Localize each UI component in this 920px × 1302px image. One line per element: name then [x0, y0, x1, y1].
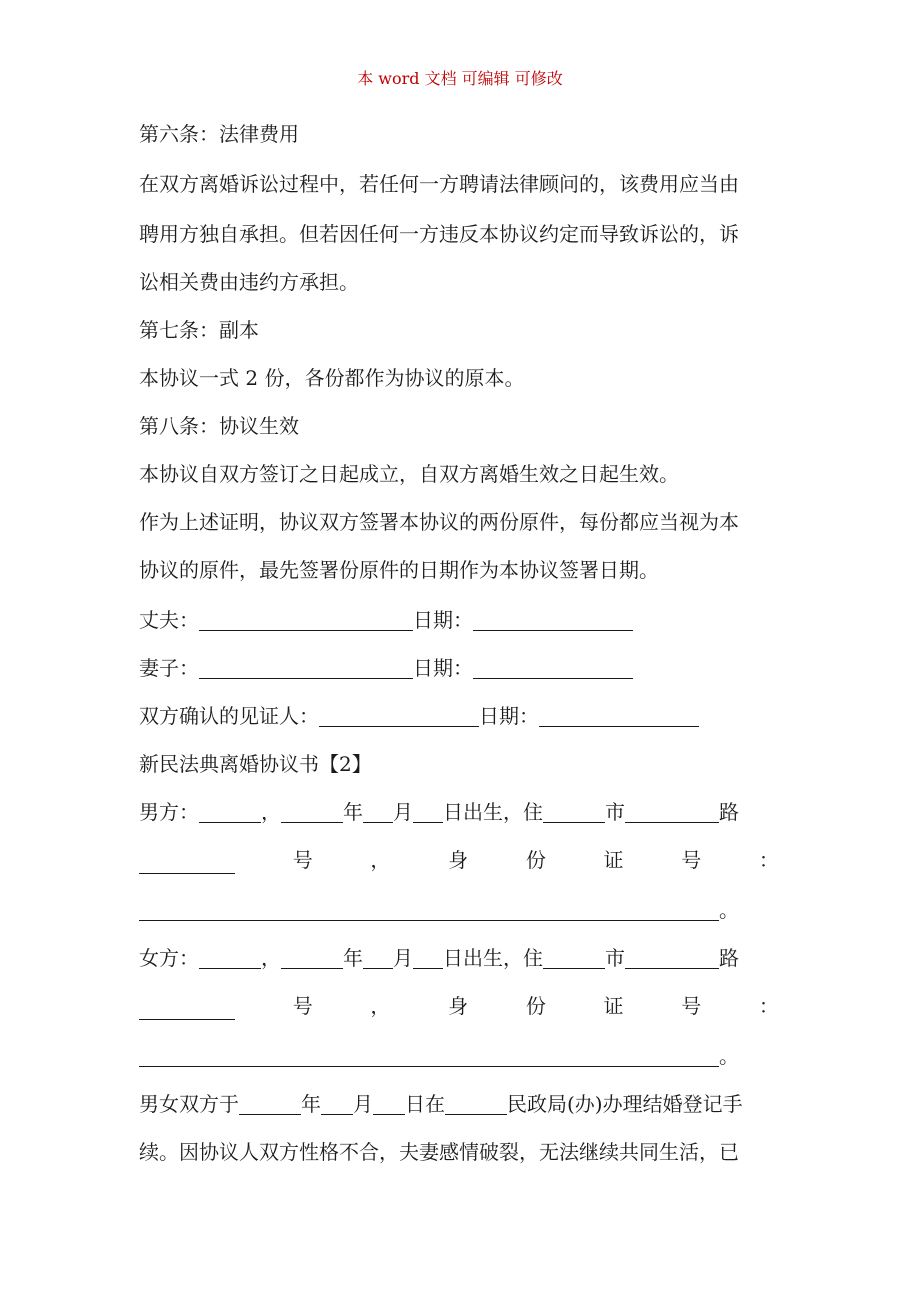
female-birth-day-blank[interactable] [413, 946, 443, 969]
male-road-blank[interactable] [625, 800, 719, 823]
road-label: 路 [719, 946, 739, 970]
female-info-row [139, 944, 739, 972]
male-info-row [139, 798, 739, 826]
marriage-year-blank[interactable] [239, 1092, 301, 1115]
article-6-line-2: 聘用方独自承担。但若因任何一方违反本协议约定而导致诉讼的，诉 [139, 222, 739, 246]
year-label: 年 [343, 800, 363, 824]
marriage-registration-line [139, 1090, 743, 1118]
witness-line-1: 作为上述证明，协议双方签署本协议的两份原件，每份都应当视为本 [139, 510, 739, 534]
male-birth-month-blank[interactable] [363, 800, 393, 823]
comma: ， [261, 800, 281, 824]
male-name-blank[interactable] [199, 800, 261, 823]
wife-label: 妻子： [139, 656, 199, 680]
number-label: 号 [292, 848, 313, 872]
id-char: 证 [603, 994, 624, 1018]
born-live-label: 日出生，住 [443, 800, 543, 824]
female-id-number-blank[interactable] [139, 1044, 719, 1067]
year-label: 年 [301, 1092, 321, 1116]
male-label: 男方： [139, 800, 199, 824]
article-8-line-1: 本协议自双方签订之日起成立，自双方离婚生效之日起生效。 [139, 462, 679, 486]
id-char: 身 [448, 994, 469, 1018]
id-char: 身 [448, 848, 469, 872]
witness-date-label: 日期： [479, 704, 539, 728]
id-char: ： [758, 848, 779, 872]
male-id-number-row [139, 896, 739, 924]
period: 。 [719, 898, 739, 922]
female-house-number-blank[interactable] [139, 997, 235, 1020]
female-id-number-row [139, 1042, 739, 1070]
male-birth-year-blank[interactable] [281, 800, 343, 823]
city-label: 市 [605, 946, 625, 970]
male-city-blank[interactable] [543, 800, 605, 823]
female-city-blank[interactable] [543, 946, 605, 969]
marriage-day-blank[interactable] [373, 1092, 405, 1115]
comma: ， [370, 848, 391, 872]
marriage-suffix: 民政局(办)办理结婚登记手 [507, 1092, 743, 1116]
husband-signature-blank[interactable] [199, 608, 413, 631]
agreement-2-title: 新民法典离婚协议书【2】 [139, 752, 372, 776]
month-label: 月 [353, 1092, 373, 1116]
female-name-blank[interactable] [199, 946, 261, 969]
husband-label: 丈夫： [139, 608, 199, 632]
month-label: 月 [393, 946, 413, 970]
marriage-bureau-blank[interactable] [445, 1092, 507, 1115]
city-label: 市 [605, 800, 625, 824]
marriage-at: 日在 [405, 1092, 445, 1116]
wife-date-label: 日期： [413, 656, 473, 680]
female-road-blank[interactable] [625, 946, 719, 969]
witness-line-2: 协议的原件，最先签署份原件的日期作为本协议签署日期。 [139, 558, 659, 582]
wife-date-blank[interactable] [473, 656, 633, 679]
id-char: 份 [525, 994, 546, 1018]
id-char: 份 [525, 848, 546, 872]
id-char: 号 [681, 848, 702, 872]
female-label: 女方： [139, 946, 199, 970]
male-id-row [139, 846, 779, 874]
article-7-line-1: 本协议一式 2 份，各份都作为协议的原本。 [139, 366, 525, 390]
page-header: 本 word 文档 可编辑 可修改 [357, 69, 563, 88]
comma: ， [370, 994, 391, 1018]
female-id-row [139, 992, 779, 1020]
husband-date-label: 日期： [413, 608, 473, 632]
article-7-title: 第七条：副本 [139, 318, 259, 342]
article-6-line-3: 讼相关费由违约方承担。 [139, 270, 359, 294]
male-birth-day-blank[interactable] [413, 800, 443, 823]
period: 。 [719, 1044, 739, 1068]
witness-label: 双方确认的见证人： [139, 704, 319, 728]
number-label: 号 [292, 994, 313, 1018]
id-char: 号 [681, 994, 702, 1018]
wife-signature-row [139, 654, 633, 682]
female-birth-year-blank[interactable] [281, 946, 343, 969]
article-8-title: 第八条：协议生效 [139, 414, 299, 438]
marriage-month-blank[interactable] [321, 1092, 353, 1115]
husband-date-blank[interactable] [473, 608, 633, 631]
comma: ， [261, 946, 281, 970]
witness-date-blank[interactable] [539, 704, 699, 727]
witness-signature-blank[interactable] [319, 704, 479, 727]
wife-signature-blank[interactable] [199, 656, 413, 679]
month-label: 月 [393, 800, 413, 824]
male-id-number-blank[interactable] [139, 898, 719, 921]
born-live-label: 日出生，住 [443, 946, 543, 970]
id-char: ： [758, 994, 779, 1018]
husband-signature-row [139, 606, 633, 634]
id-char: 证 [603, 848, 624, 872]
article-6-line-1: 在双方离婚诉讼过程中，若任何一方聘请法律顾问的，该费用应当由 [139, 172, 739, 196]
road-label: 路 [719, 800, 739, 824]
marriage-prefix: 男女双方于 [139, 1092, 239, 1116]
male-house-number-blank[interactable] [139, 851, 235, 874]
last-line: 续。因协议人双方性格不合，夫妻感情破裂，无法继续共同生活，已 [139, 1140, 739, 1164]
witness-signature-row [139, 702, 699, 730]
article-6-title: 第六条：法律费用 [139, 122, 299, 146]
female-birth-month-blank[interactable] [363, 946, 393, 969]
year-label: 年 [343, 946, 363, 970]
